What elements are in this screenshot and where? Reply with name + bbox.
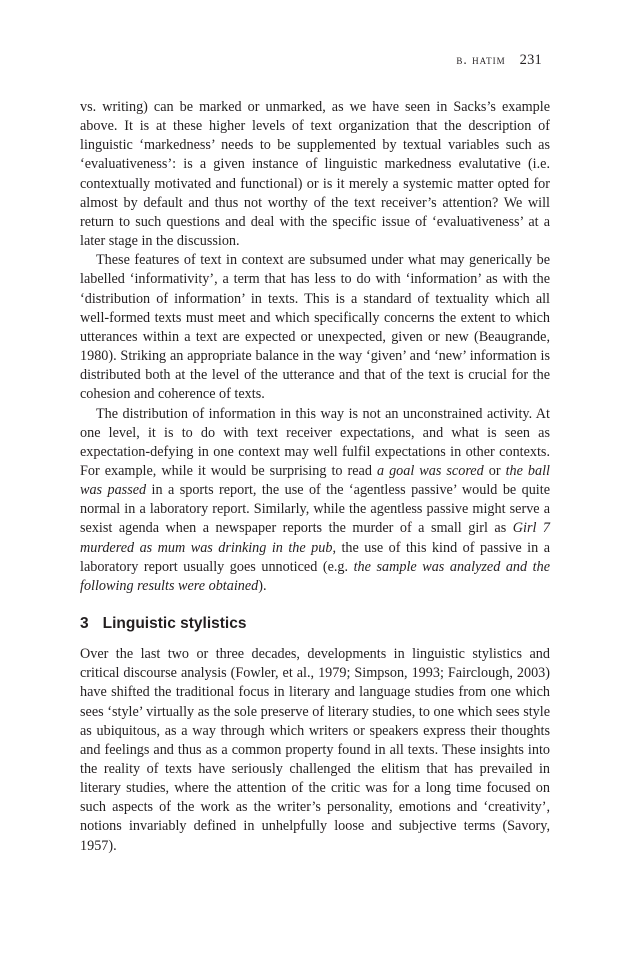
example-goal-scored: a goal was scored [376, 462, 484, 479]
example-headline: Girl 7 murdered as mum was drinking in the pub [80, 520, 550, 556]
paragraph-3-text-2: or [483, 462, 506, 479]
paragraph-3-text-4: , the use of this kind of passive in a laboratory report usually goes unnoticed (e.g. [80, 539, 550, 575]
example-lab-report: the sample was analyzed and the following results were obtained [80, 558, 550, 594]
paragraph-3-text-1: The distribution of information in this way is not an unconstrained activity. At one level, it is to do with text receiver expectations, and what is seen as expectation-defying in one context may well fulfil expectations in other contexts. For example, while it would be surprising to read [80, 405, 550, 479]
running-head-author: b. hatim [456, 52, 506, 67]
paragraph-4: Over the last two or three decades, developments in linguistic stylistics and critical discourse analysis (Fowler, et al., 1979; Simpson, 1993; Fairclough, 2003) have shifted the traditional focus in literary and language studies from one which sees ‘style’ virtually as the sole preserve of literary studies, to one which sees style as ubiquitous, as a way through which writers or speakers express their thoughts and feelings and thus as a common property found in all texts. These insights into the reality of texts have seriously challenged the elitism that has prevailed in literary studies, where the attention of the critic was for a long time focused on such aspects of the work as the writer’s personality, emotions and ‘creativity’, notions invariably defined in unhelpfully loose and subjective terms (Savory, 1957). [80, 646, 550, 854]
paragraph-2: These features of text in context are subsumed under what may generically be labelled ‘informativity’, a term that has less to do with ‘information’ as with the ‘distribution of information’ in texts. This is a standard of textuality which all well-formed texts must meet and which specifically concerns the extent to which utterances within a text are expected or unexpected, given or new (Beaugrande, 1980). Striking an appropriate balance in the way ‘given’ and ‘new’ information is distributed both at the level of the utterance and that of the text is crucial for the cohesion and coherence of texts. [80, 252, 550, 403]
body-text [80, 98, 550, 856]
example-ball-passed: the ball was passed [80, 462, 550, 499]
page-number: 231 [519, 52, 542, 68]
section-title: Linguistic stylistics [102, 615, 247, 633]
section-number: 3 [80, 615, 89, 633]
section-heading [80, 615, 550, 633]
running-head [456, 52, 542, 69]
paragraph-3-text-3: in a sports report, the use of the ‘agentless passive’ would be quite normal in a laboratory report. Similarly, while the agentless passive might serve a sexist agenda when a newspaper reports the murder of a small girl as [80, 482, 550, 537]
paragraph-1: vs. writing) can be marked or unmarked, as we have seen in Sacks’s example above. It is at these higher levels of text organization that the description of linguistic ‘markedness’ needs to be supplemented by textual variables such as ‘evaluativeness’: is a given instance of linguistic markedness evalutative (i.e. contextually motivated and functional) or is it merely a systemic matter opted for almost by default and thus not worthy of the text receiver’s attention? We will return to such questions and deal with the specific issue of ‘evaluativeness’ at a later stage in the discussion. [80, 99, 550, 250]
paragraph-3 [80, 405, 550, 597]
paragraph-3-text-5: ). [258, 577, 267, 594]
